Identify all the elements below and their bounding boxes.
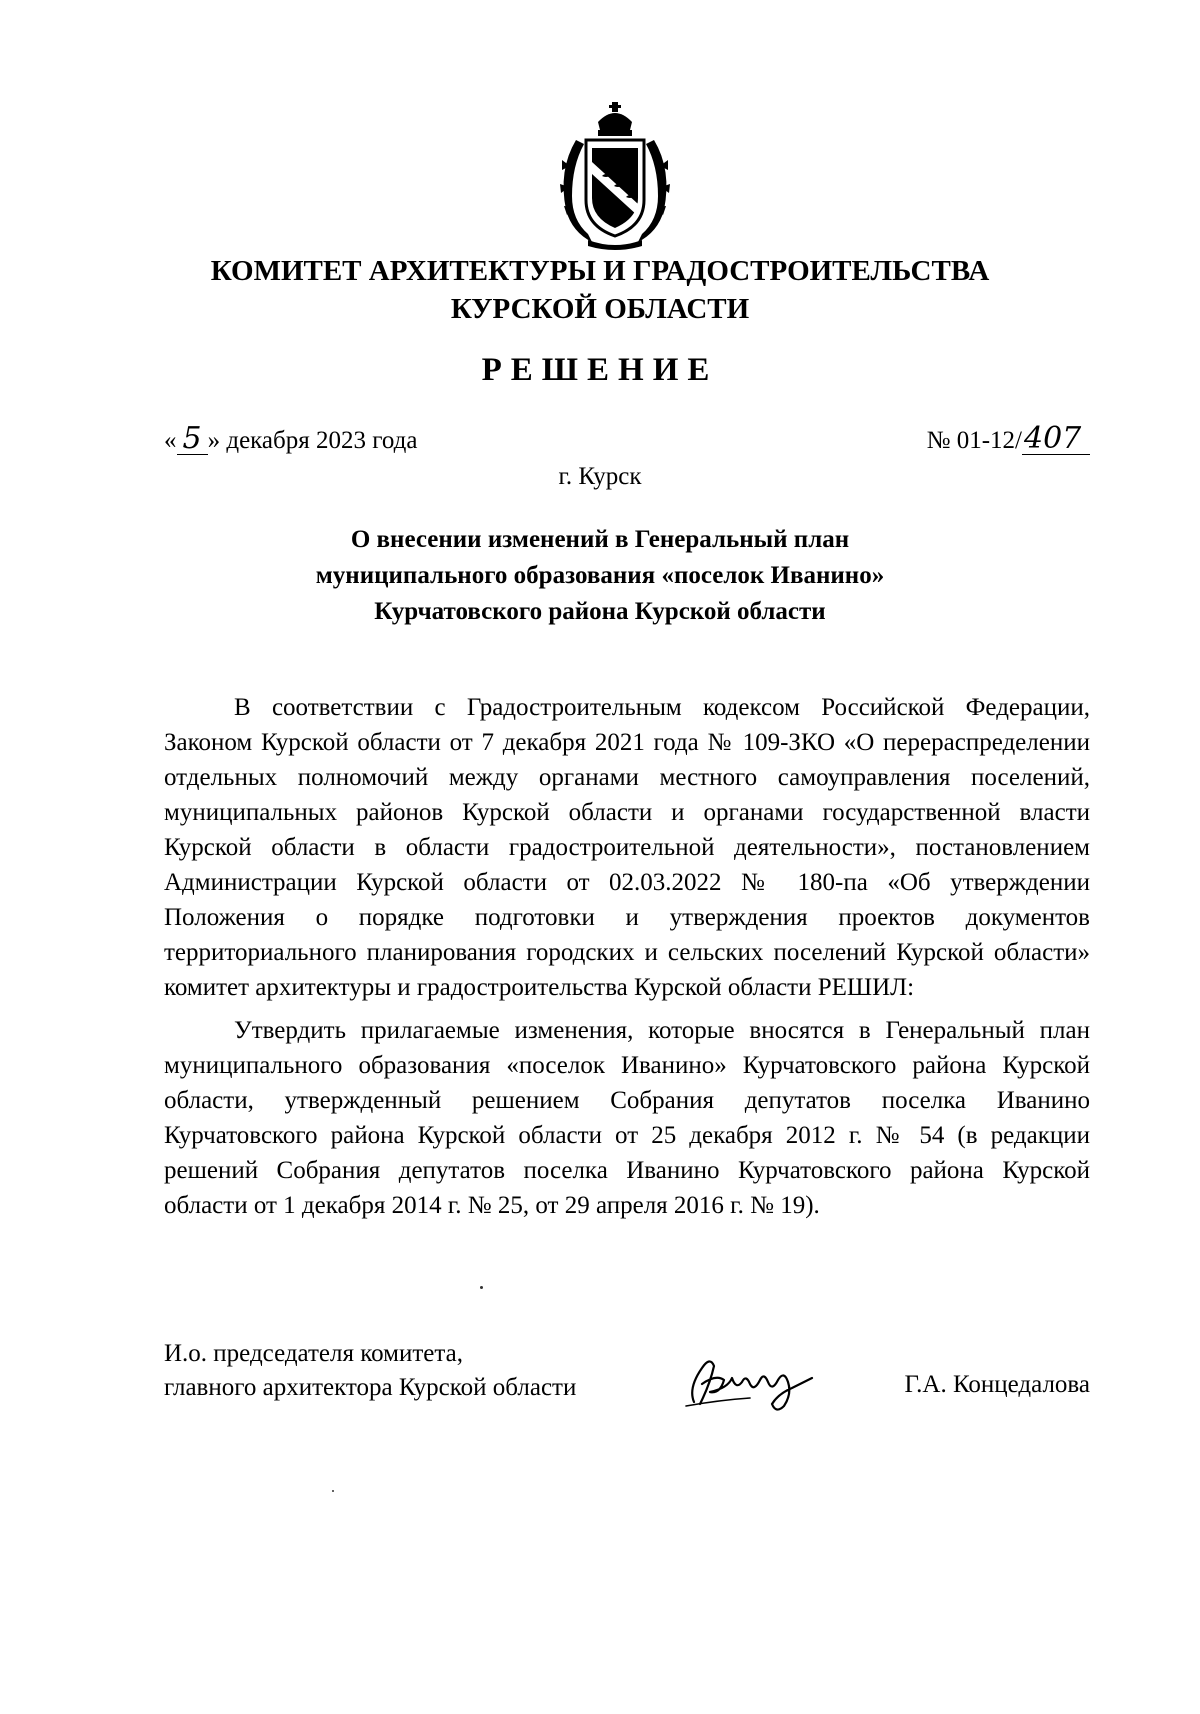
document-title-line3: Курчатовского района Курской области — [374, 598, 826, 625]
body-paragraph-1: В соответствии с Градостроительным кодексом Российской Федерации, Законом Курской области от 7 декабря 2021 года № 109-ЗКО «О перераспределении отдельных полномочий между органами местного самоуправления поселений, муниципальных районов Курской области и органами государственной власти Курской области в области градостроительной деятельности», постановлением Администрации Курской области от 02.03.2022 № 180-па «Об утверждении Положения о порядке подготовки и утверждения проектов документов территориального планирования городских и сельских поселений Курской области» комитет архитектуры и градостроительства Курской области РЕШИЛ: — [164, 694, 1090, 1001]
document-title-line2: муниципального образования «поселок Иванино» — [315, 562, 885, 589]
signatory-role-line2: главного архитектора Курской области — [164, 1374, 577, 1401]
organization-name-line1: КОМИТЕТ АРХИТЕКТУРЫ И ГРАДОСТРОИТЕЛЬСТВА — [210, 255, 990, 287]
handwritten-signature — [680, 1348, 828, 1416]
date-month-year: » декабря 2023 года — [207, 427, 418, 454]
document-number — [926, 421, 1090, 456]
scan-speck — [332, 1490, 334, 1492]
signatory-name: Г.А. Концедалова — [904, 1371, 1090, 1398]
document-number-prefix: № 01-12/ — [926, 427, 1022, 454]
document-city: г. Курск — [558, 463, 642, 490]
date-day-handwritten: 5 — [177, 424, 208, 455]
document-type-heading: РЕШЕНИЕ — [481, 352, 719, 388]
document-number-handwritten: 407 — [1022, 424, 1090, 455]
organization-name-line2: КУРСКОЙ ОБЛАСТИ — [450, 293, 750, 325]
document-date — [164, 421, 418, 456]
body-paragraph-2: Утвердить прилагаемые изменения, которые вносятся в Генеральный план муниципального образования «поселок Иванино» Курчатовского района Курской области, утвержденный решением Собрания депутатов поселка Иванино Курчатовского района Курской области от 25 декабря 2012 г. № 54 (в редакции решений Собрания депутатов поселка Иванино Курчатовского района Курской области от 1 декабря 2014 г. № 25, от 29 апреля 2016 г. № 19). — [164, 1017, 1090, 1219]
coat-of-arms-emblem — [548, 100, 682, 252]
document-title-line1: О внесении изменений в Генеральный план — [350, 526, 850, 553]
signatory-role-line1: И.о. председателя комитета, — [164, 1340, 463, 1367]
date-open-quote: « — [164, 427, 177, 454]
scan-speck — [480, 1286, 483, 1289]
